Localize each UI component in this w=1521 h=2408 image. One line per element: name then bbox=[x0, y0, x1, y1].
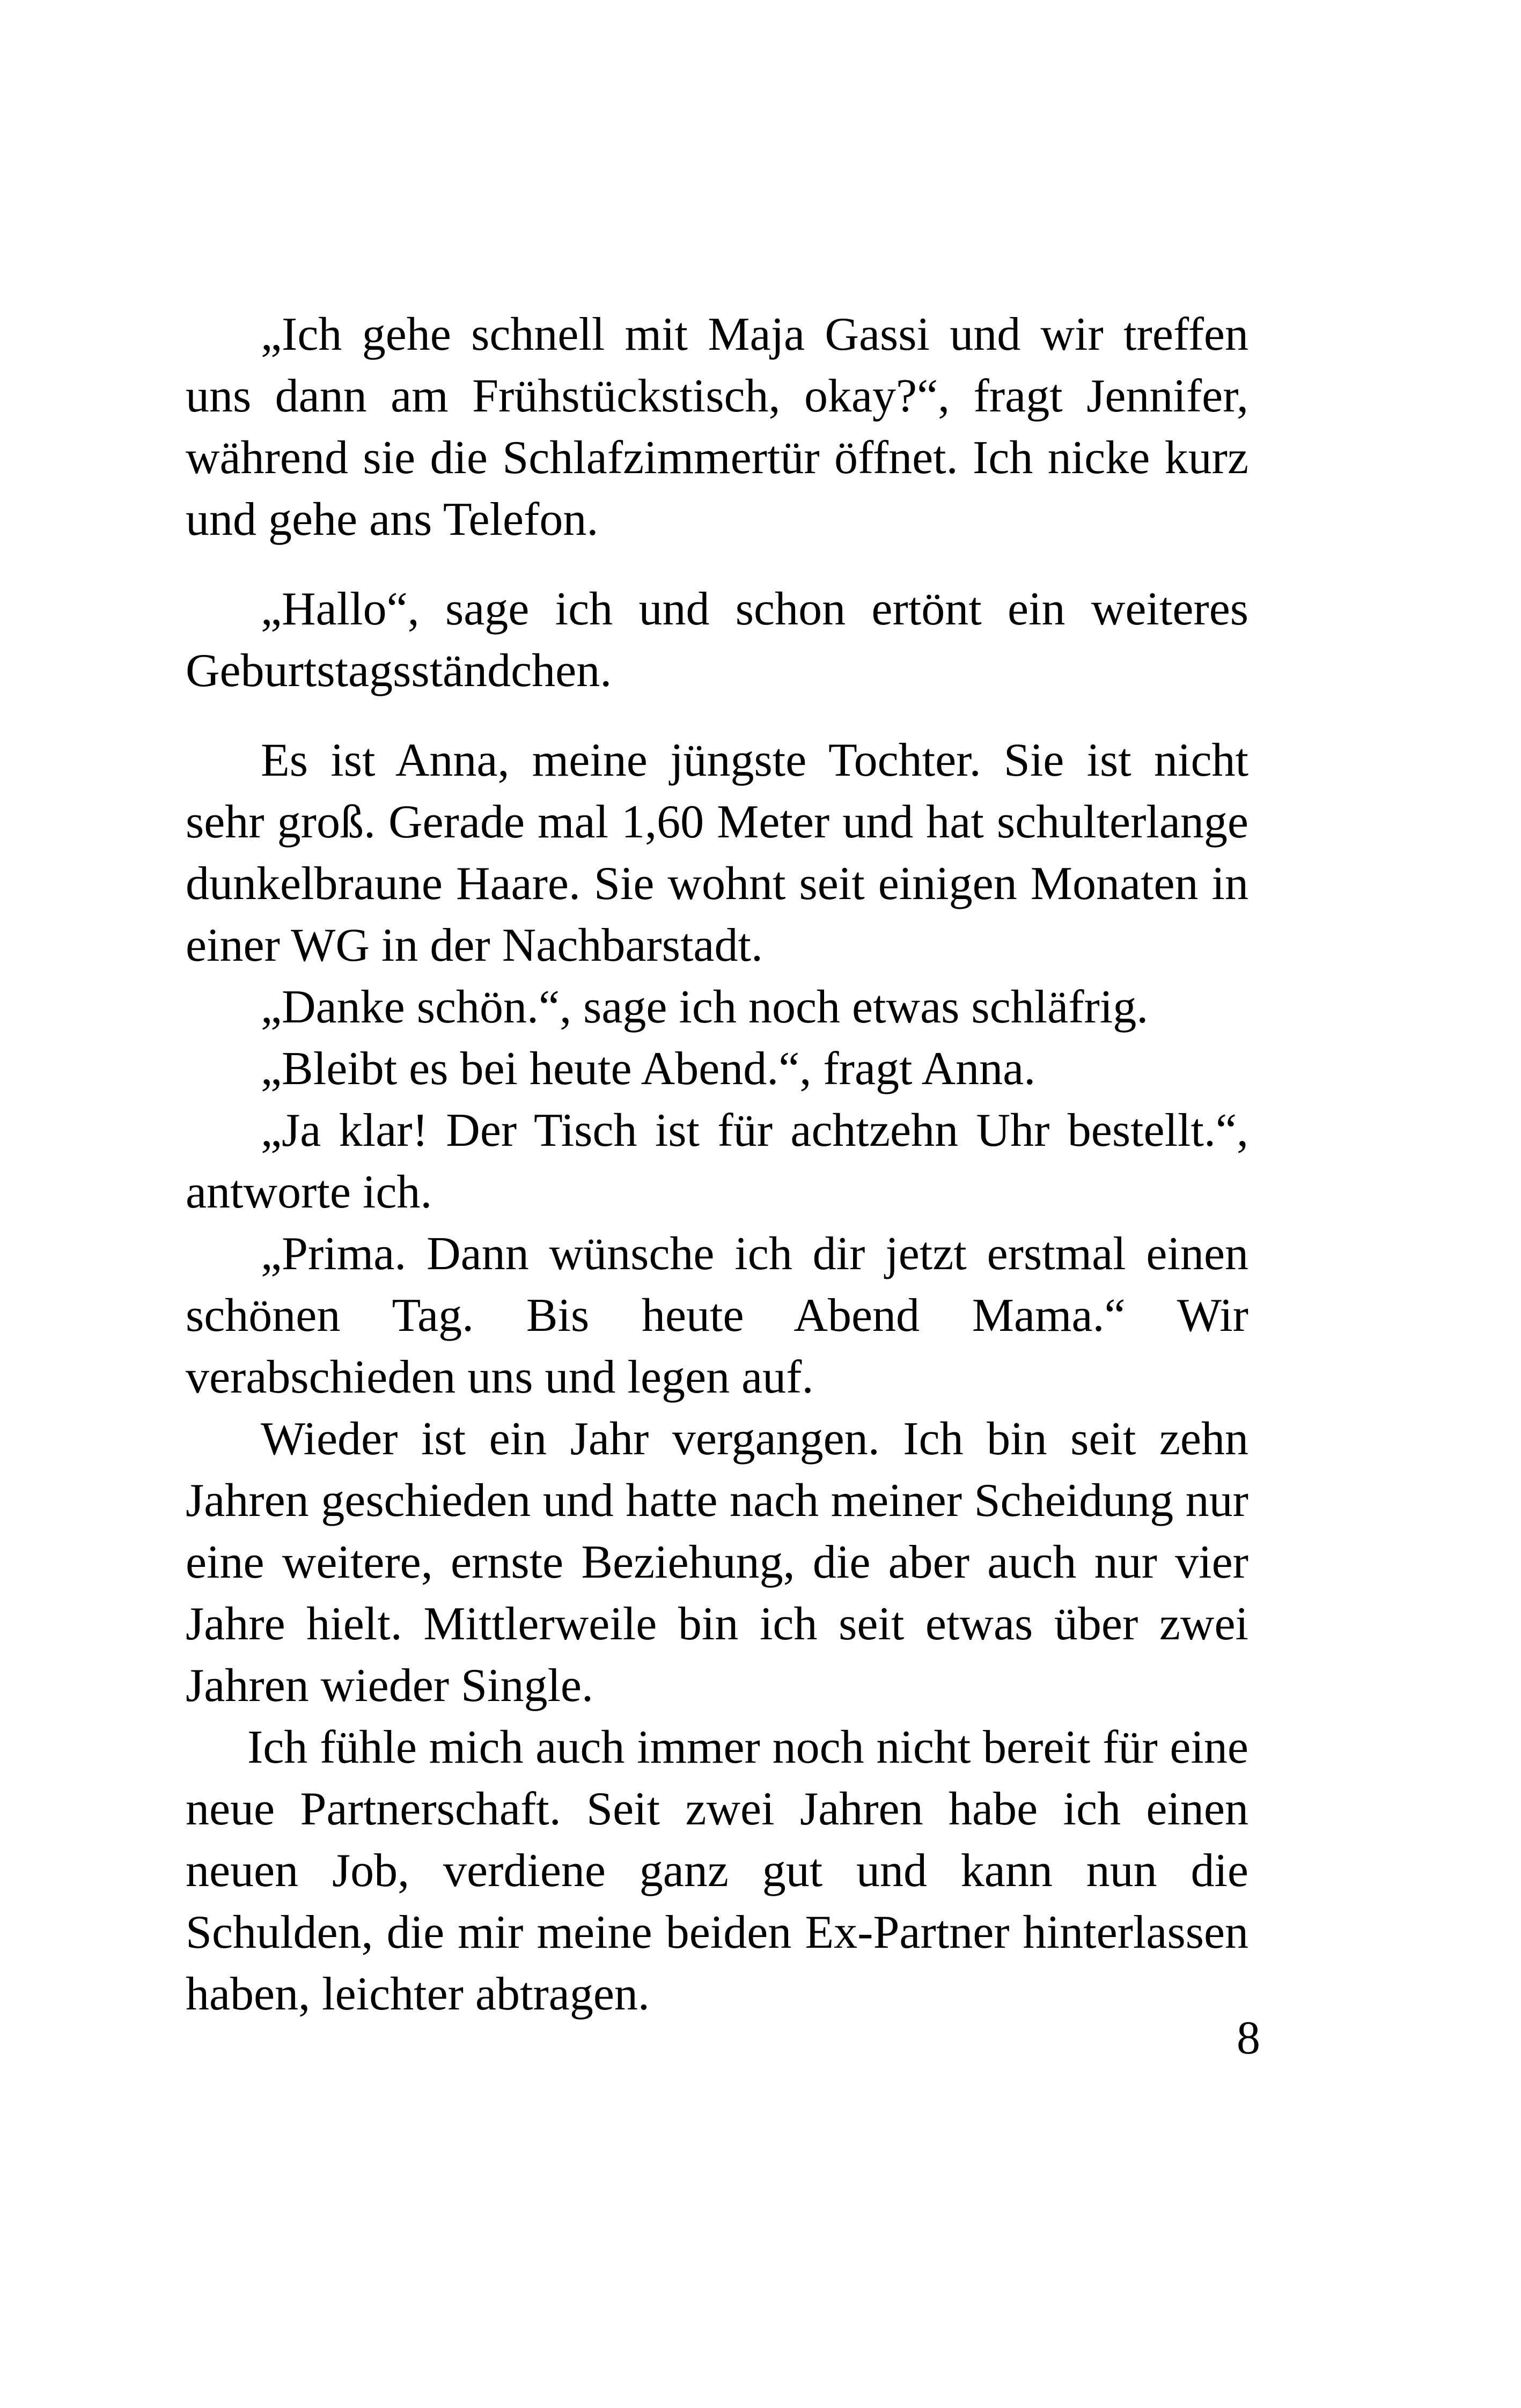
paragraph: „Bleibt es bei heute Abend.“, fragt Anna. bbox=[261, 1043, 1036, 1095]
paragraph: „Prima. Dann wünsche ich dir jetzt erstmal einen schönen Tag. Bis heute Abend Mama.“ Wir verabschieden uns und legen auf. bbox=[186, 1228, 1248, 1403]
paragraph: „Hallo“, sage ich und schon ertönt ein weiteres Geburtstagsständchen. bbox=[186, 583, 1248, 697]
paragraph: „Danke schön.“, sage ich noch etwas schläfrig. bbox=[261, 981, 1149, 1033]
body-text bbox=[186, 304, 1248, 2025]
paragraph: „Ich gehe schnell mit Maja Gassi und wir treffen uns dann am Frühstückstisch, okay?“, fragt Jennifer, während sie die Schlafzimmertür öffnet. Ich nicke kurz und gehe ans Telefon. bbox=[186, 308, 1248, 546]
paragraph: Ich fühle mich auch immer noch nicht bereit für eine neue Partnerschaft. Seit zwei Jahren habe ich einen neuen Job, verdiene ganz gut und kann nun die Schulden, die mir meine beiden Ex-Partner hinterlassen haben, leichter abtragen. bbox=[186, 1721, 1248, 2020]
paragraph: Wieder ist ein Jahr vergangen. Ich bin seit zehn Jahren geschieden und hatte nach meiner Scheidung nur eine weitere, ernste Beziehung, die aber auch nur vier Jahre hielt. Mittlerweile bin ich seit etwas über zwei Jahren wieder Single. bbox=[186, 1413, 1248, 1712]
page-number: 8 bbox=[1237, 2012, 1260, 2064]
paragraph: „Ja klar! Der Tisch ist für achtzehn Uhr bestellt.“, antworte ich. bbox=[186, 1104, 1248, 1218]
paragraph: Es ist Anna, meine jüngste Tochter. Sie ist nicht sehr groß. Gerade mal 1,60 Meter und hat schulterlange dunkelbraune Haare. Sie wohnt seit einigen Monaten in einer WG in der Nachbarstadt. bbox=[186, 734, 1248, 971]
